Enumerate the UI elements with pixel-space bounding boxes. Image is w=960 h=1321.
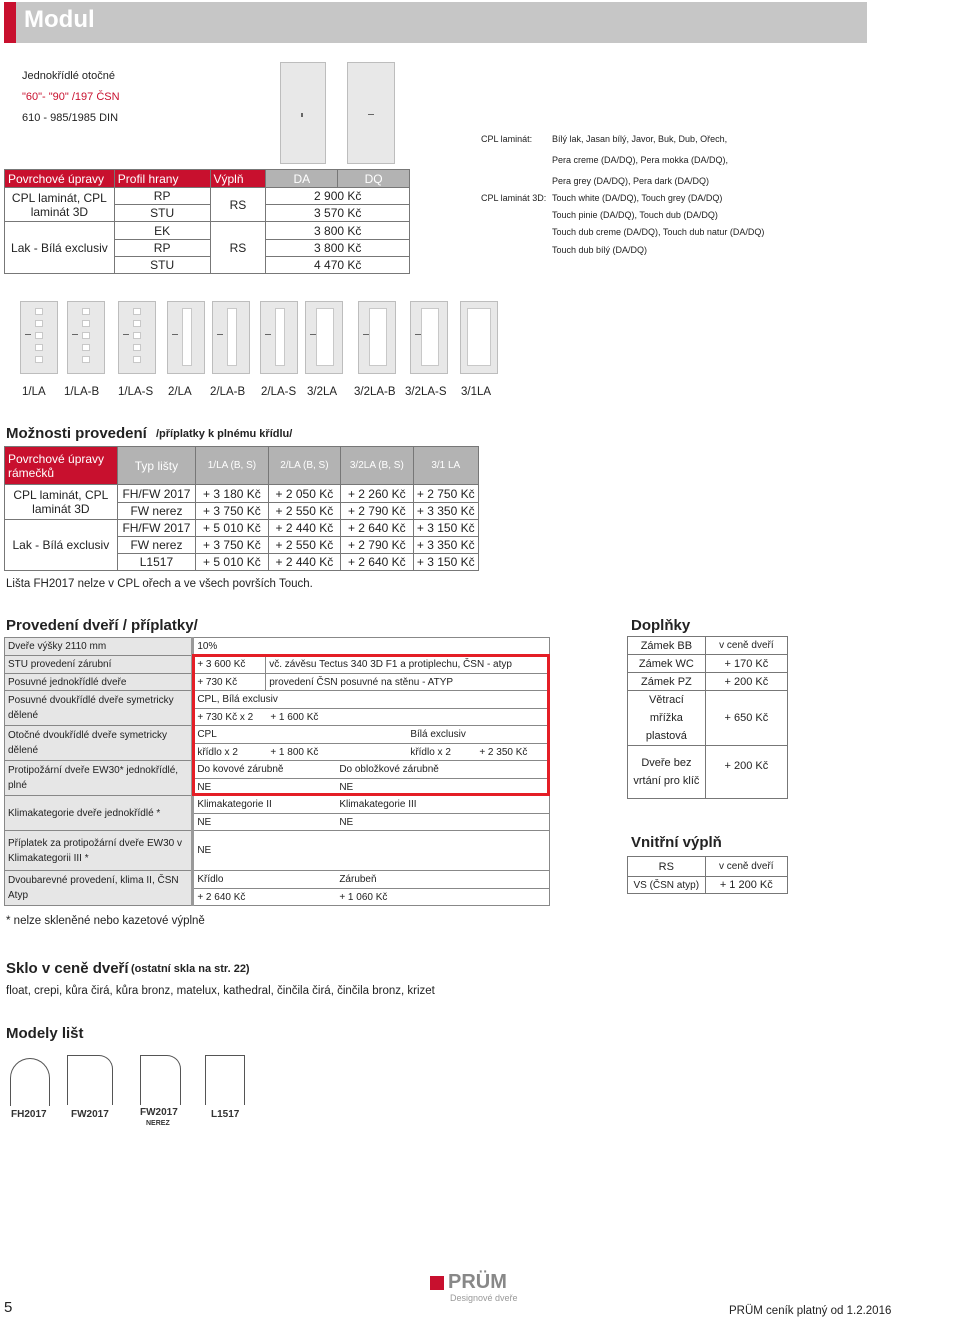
item-price: v ceně dveří (705, 857, 787, 877)
row-label: Posuvné dvoukřídlé dveře symetricky dělené (5, 691, 193, 726)
profile-fw2017-nerez (140, 1055, 181, 1105)
surcharge-cell: + 3 750 Kč (196, 503, 268, 520)
vnitrni-title: Vnitřní výplň (631, 834, 722, 851)
frame-surface-cpl: CPL laminát, CPL laminát 3D (5, 485, 118, 520)
door-variant-image (460, 301, 498, 374)
door-handle (415, 334, 421, 335)
lista-type: FH/FW 2017 (117, 520, 195, 537)
door-handle (25, 334, 31, 335)
row-value: Křídlo (197, 874, 224, 885)
item-price: + 200 Kč (705, 746, 787, 799)
vypln-cell: RS (210, 222, 266, 274)
page-number: 5 (4, 1299, 13, 1316)
options-subtitle: /příplatky k plnému křídlu/ (156, 428, 293, 440)
col-vypln: Výplň (210, 170, 266, 188)
price-cell: 2 900 Kč (266, 188, 410, 205)
item-name: Zámek BB (628, 637, 706, 655)
sklo-text: float, crepi, kůra čirá, kůra bronz, matelux, kathedral, činčila čirá, činčila bronz, krizet (6, 985, 435, 997)
variant-label: 3/2LA-B (354, 386, 396, 398)
highlight-box (192, 654, 550, 796)
surcharge-cell: + 2 260 Kč (341, 485, 413, 503)
cpl-laminate-value-2: Pera creme (DA/DQ), Pera mokka (DA/DQ), (552, 155, 729, 165)
surcharge-cell: + 2 640 Kč (341, 520, 413, 537)
col-surface: Povrchové úpravy (5, 170, 115, 188)
row-label: Klimakategorie dveře jednokřídlé * (5, 796, 193, 831)
row-value: + 1 060 Kč (339, 892, 388, 903)
vypln-cell: RS (210, 188, 266, 222)
item-price: + 1 200 Kč (705, 877, 787, 894)
door-dq-image (347, 62, 395, 164)
surcharge-cell: + 3 350 Kč (413, 537, 478, 554)
profile-fh2017 (10, 1058, 50, 1106)
intro-line-3: 610 - 985/1985 DIN (22, 112, 119, 124)
page-title: Modul (24, 6, 95, 33)
col-31la: 3/1 LA (413, 447, 478, 485)
row-value: Do obložkové zárubně (339, 764, 439, 775)
surcharge-cell: + 3 150 Kč (413, 520, 478, 537)
provedeni-note: * nelze skleněné nebo kazetové výplně (6, 915, 205, 927)
glass-pane (133, 320, 141, 327)
col-dq: DQ (338, 170, 410, 188)
surcharge-cell: + 2 550 Kč (268, 537, 340, 554)
col-32la: 3/2LA (B, S) (341, 447, 413, 485)
glass-pane (35, 344, 43, 351)
row-label: Posuvné jednokřídlé dveře (5, 674, 193, 691)
door-variant-image (410, 301, 448, 374)
glass-pane (82, 332, 90, 339)
price-cell: 3 800 Kč (266, 240, 410, 257)
surcharge-cell: + 3 150 Kč (413, 554, 478, 571)
door-da-image (280, 62, 326, 164)
vnitrni-table (627, 856, 788, 894)
row-value: Klimakategorie III (339, 799, 417, 810)
item-price: + 200 Kč (705, 673, 787, 691)
provedeni-title: Provedení dveří / příplatky/ (6, 617, 198, 634)
row-value: CPL, Bílá exclusiv (197, 694, 278, 705)
lista-type: FH/FW 2017 (117, 485, 195, 503)
variant-label: 1/LA (22, 386, 46, 398)
row-value: + 1 600 Kč (270, 712, 319, 723)
row-value: + 730 Kč x 2 (197, 712, 254, 723)
profile-sublabel: NEREZ (146, 1120, 170, 1127)
row-value: + 730 Kč (193, 674, 266, 691)
row-label: Dvoubarevné provedení, klima II, ČSN Atyp (5, 871, 193, 906)
glass-pane (182, 308, 192, 366)
profile-label: FW2017 (140, 1107, 178, 1118)
col-typ-listy: Typ lišty (117, 447, 195, 485)
surcharge-cell: + 3 750 Kč (196, 537, 268, 554)
options-note: Lišta FH2017 nelze v CPL ořech a ve všech površích Touch. (6, 578, 313, 590)
row-label: Dveře výšky 2110 mm (5, 638, 193, 656)
item-price: + 650 Kč (705, 691, 787, 746)
cpl-laminate-value-3: Pera grey (DA/DQ), Pera dark (DA/DQ) (552, 176, 710, 186)
cpl3d-value-2: Touch pinie (DA/DQ), Touch dub (DA/DQ) (552, 210, 718, 220)
header-bar (4, 2, 867, 43)
profile-cell: STU (114, 257, 210, 274)
door-variant-image (212, 301, 250, 374)
sklo-title: Sklo v ceně dveří (6, 960, 129, 977)
intro-line-2: "60"- "90" /197 ČSN (22, 91, 120, 103)
glass-pane (467, 308, 491, 366)
item-name: Zámek PZ (628, 673, 706, 691)
row-value: Bílá exclusiv (410, 729, 466, 740)
door-variant-image (305, 301, 343, 374)
door-handle (123, 334, 129, 335)
doplnky-title: Doplňky (631, 617, 691, 634)
variant-label: 2/LA-B (210, 386, 246, 398)
item-price: v ceně dveří (705, 637, 787, 655)
row-label: STU provedení zárubní (5, 656, 193, 674)
variant-label: 2/LA-S (261, 386, 297, 398)
door-variant-image (167, 301, 205, 374)
modely-title: Modely lišt (6, 1025, 84, 1042)
col-frame-surface: Povrchové úpravy rámečků (5, 447, 118, 485)
row-value: NE (339, 817, 354, 828)
row-label: Příplatek za protipožární dveře EW30 v Klimakategorii III * (5, 831, 193, 871)
cpl-laminate-value-1: Bílý lak, Jasan bílý, Javor, Buk, Dub, Ořech, (552, 134, 728, 144)
door-variant-image (260, 301, 298, 374)
item-name: Dveře bez vrtání pro klíč (628, 746, 706, 799)
col-2la: 2/LA (B, S) (268, 447, 340, 485)
cpl3d-value-1: Touch white (DA/DQ), Touch grey (DA/DQ) (552, 193, 723, 203)
doplnky-table (627, 636, 788, 799)
header-accent (4, 2, 16, 43)
row-value: křídlo x 2 (410, 747, 451, 758)
brand-logo: PRÜM (448, 1271, 507, 1293)
row-value: CPL (197, 729, 217, 740)
profile-cell: RP (114, 240, 210, 257)
item-name: RS (628, 857, 706, 877)
item-name: Zámek WC (628, 655, 706, 673)
glass-pane (227, 308, 237, 366)
price-table (4, 169, 410, 274)
row-value: Do kovové zárubně (197, 764, 284, 775)
profile-cell: RP (114, 188, 210, 205)
glass-pane (275, 308, 285, 366)
intro-line-1: Jednokřídlé otočné (22, 70, 115, 82)
glass-pane (35, 308, 43, 315)
profile-cell: EK (114, 222, 210, 240)
price-validity: PRÜM ceník platný od 1.2.2016 (729, 1305, 892, 1317)
profile-fw2017 (67, 1055, 113, 1105)
profile-l1517 (205, 1055, 245, 1105)
brand-tagline: Designové dveře (450, 1293, 518, 1303)
row-value: NE (193, 831, 550, 871)
surcharge-cell: + 2 050 Kč (268, 485, 340, 503)
door-variant-image (20, 301, 58, 374)
door-handle (172, 334, 178, 335)
col-da: DA (266, 170, 338, 188)
price-cell: 3 800 Kč (266, 222, 410, 240)
surcharge-cell: + 2 640 Kč (341, 554, 413, 571)
door-handle (310, 334, 316, 335)
profile-label: FW2017 (71, 1109, 109, 1120)
variant-label: 3/2LA-S (405, 386, 447, 398)
profile-label: FH2017 (11, 1109, 47, 1120)
glass-pane (133, 332, 141, 339)
glass-pane (133, 356, 141, 363)
options-table (4, 446, 479, 571)
cpl-laminate-label: CPL laminát: (481, 134, 533, 144)
row-label: Otočné dvoukřídlé dveře symetricky dělené (5, 726, 193, 761)
glass-pane (133, 308, 141, 315)
door-variant-image (67, 301, 105, 374)
surcharge-cell: + 2 440 Kč (268, 520, 340, 537)
glass-pane (82, 308, 90, 315)
row-note: provedení ČSN posuvné na stěnu - ATYP (266, 674, 550, 691)
glass-pane (82, 356, 90, 363)
profile-cell: STU (114, 205, 210, 222)
row-value: NE (197, 817, 212, 828)
row-value: Zárubeň (339, 874, 377, 885)
row-value: + 3 600 Kč (193, 656, 266, 674)
glass-pane (82, 320, 90, 327)
surcharge-cell: + 5 010 Kč (196, 554, 268, 571)
variant-label: 3/1LA (461, 386, 492, 398)
door-variant-image (118, 301, 156, 374)
variant-label: 1/LA-B (64, 386, 100, 398)
cpl3d-laminate-label: CPL laminát 3D: (481, 193, 547, 203)
door-handle (72, 334, 78, 335)
options-title: Možnosti provedení (6, 425, 147, 442)
col-1la: 1/LA (B, S) (196, 447, 268, 485)
door-handle (363, 334, 369, 335)
item-name: Větrací mřížka plastová (628, 691, 706, 746)
glass-pane (316, 308, 334, 366)
price-cell: 3 570 Kč (266, 205, 410, 222)
row-label: Protipožární dveře EW30* jednokřídlé, plné (5, 761, 193, 796)
surcharge-cell: + 2 750 Kč (413, 485, 478, 503)
lista-type: FW nerez (117, 503, 195, 520)
variant-label: 3/2LA (307, 386, 338, 398)
row-value: + 2 640 Kč (197, 892, 246, 903)
col-profile: Profil hrany (114, 170, 210, 188)
cpl3d-value-3: Touch dub creme (DA/DQ), Touch dub natur (DA/DQ) (552, 227, 765, 237)
surface-lak: Lak - Bílá exclusiv (5, 222, 115, 274)
item-name: VS (ČSN atyp) (628, 877, 706, 894)
glass-pane (369, 308, 387, 366)
variant-label: 2/LA (168, 386, 192, 398)
lista-type: L1517 (117, 554, 195, 571)
cpl3d-value-4: Touch dub bílý (DA/DQ) (552, 245, 648, 255)
lista-type: FW nerez (117, 537, 195, 554)
glass-pane (35, 356, 43, 363)
glass-pane (35, 320, 43, 327)
glass-pane (82, 344, 90, 351)
row-value: NE (197, 782, 212, 793)
surcharge-cell: + 2 790 Kč (341, 503, 413, 520)
row-value: NE (339, 782, 354, 793)
row-note: vč. závěsu Tectus 340 3D F1 a protiplechu, ČSN - atyp (266, 656, 550, 674)
surcharge-cell: + 2 440 Kč (268, 554, 340, 571)
variant-label: 1/LA-S (118, 386, 154, 398)
surcharge-cell: + 2 550 Kč (268, 503, 340, 520)
surcharge-cell: + 3 350 Kč (413, 503, 478, 520)
door-variant-image (358, 301, 396, 374)
frame-surface-lak: Lak - Bílá exclusiv (5, 520, 118, 571)
price-cell: 4 470 Kč (266, 257, 410, 274)
door-handle (265, 334, 271, 335)
surcharge-cell: + 2 790 Kč (341, 537, 413, 554)
sklo-subtitle: (ostatní skla na str. 22) (131, 963, 250, 975)
profile-label: L1517 (211, 1109, 240, 1120)
surcharge-cell: + 3 180 Kč (196, 485, 268, 503)
door-handle (217, 334, 223, 335)
glass-pane (35, 332, 43, 339)
row-value: + 2 350 Kč (479, 747, 528, 758)
brand-logo-mark (430, 1276, 444, 1290)
row-value: 10% (193, 638, 550, 656)
surcharge-cell: + 5 010 Kč (196, 520, 268, 537)
surface-cpl: CPL laminát, CPL laminát 3D (5, 188, 115, 222)
glass-pane (421, 308, 439, 366)
row-value: křídlo x 2 (197, 747, 238, 758)
row-value: Klimakategorie II (197, 799, 272, 810)
item-price: + 170 Kč (705, 655, 787, 673)
row-value: + 1 800 Kč (270, 747, 319, 758)
glass-pane (133, 344, 141, 351)
